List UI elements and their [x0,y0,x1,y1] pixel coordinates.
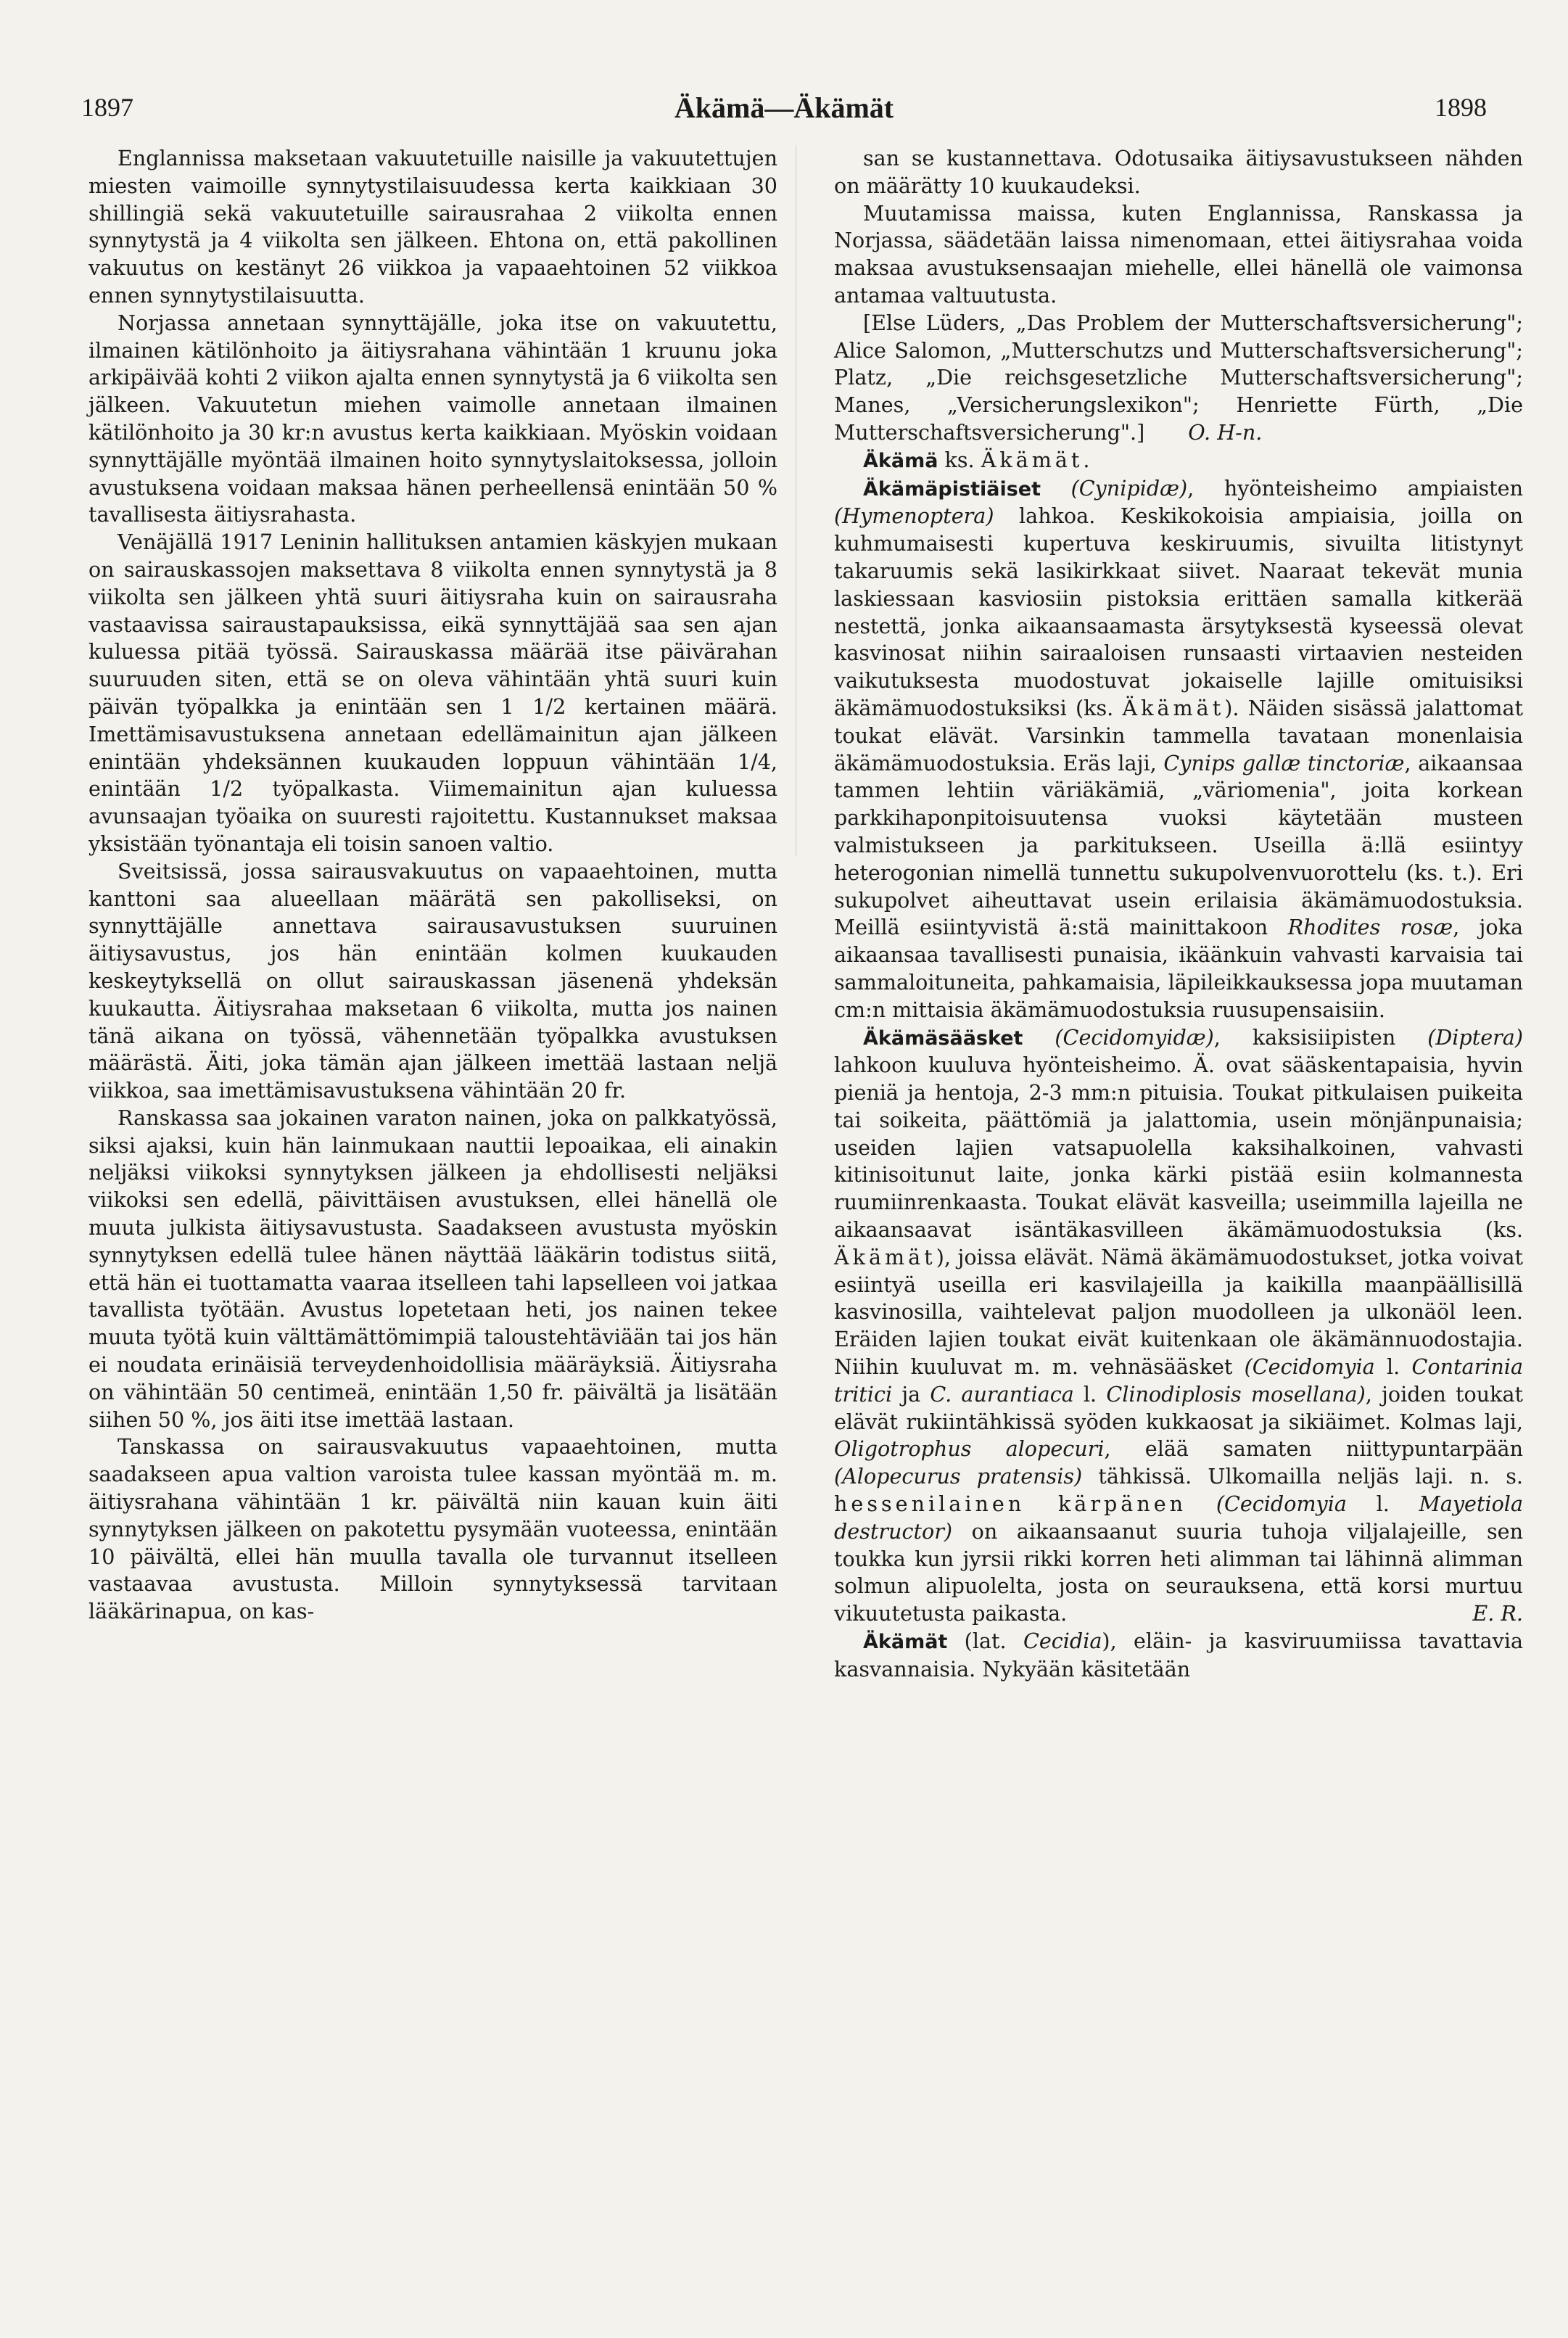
latin-name: Contarinia tritici [834,1354,1523,1407]
entry-akama [834,447,1523,475]
entry-text: on aikaansaanut suuria tuhoja viljalajeille, sen toukka kun jyrsii rikki korren heti alimman tai lähinnä alimman solmun alipuolelta, josta on seurauksena, että korsi murtuu vikuutetusta paikasta. [834,1518,1523,1626]
entry-text: l. [1073,1381,1107,1407]
author-signature: O. H-n. [1188,419,1263,445]
latin-name: C. aurantiaca [930,1381,1074,1407]
headword-akamapistiaiset: Äkämäpistiäiset [863,477,1041,501]
headword-akamasaasket: Äkämäsääsket [863,1026,1023,1050]
entry-akamat [834,1628,1523,1684]
entry-text: , kaksisiipisten [1213,1024,1428,1050]
headword-akama: Äkämä [863,449,938,472]
entry-text: l. [1346,1491,1419,1517]
cross-reference: Äkämät [834,1244,936,1269]
paragraph-france: Ranskassa saa jokainen varaton nainen, joka on palkkatyössä, siksi ajaksi, kuin hän lainmukaan nauttii lepoaikaa, eli ainakin neljäksi viikoksi synnytyksen jälkeen ja ehdollisesti neljäksi viikoksi sen edellä, päivittäisen avustuksen, ellei hänellä ole muuta julkista äitiysavustusta. Saadakseen avustusta myöskin synnytyksen edellä tulee hänen näyttää lääkärin todistus siitä, että hän ei tuottamatta vaaraa itselleen tahi lapselleen voi jatkaa tavallista työtään. Avustus lopetetaan heti, jos nainen tekee muuta työtä kuin välttämättömimpiä taloustehtäviään tai jos hän ei noudata erinäisiä terveydenhoidollisia määräyksiä. Äitiysraha on vähintään 50 centimeä, enintään 1,50 fr. päivältä ja lisätään siihen 50 %, jos äiti itse imettää lastaan. [88,1105,777,1432]
entry-text: , aikaansaa tammen lehtiin väriäkämiä, „väriomenia", joita korkean parkkihaponpitoisuutensa vuoksi käytetään musteen valmistukseen ja parkitukseen. Useilla ä:llä esiintyy heterogonian nimellä tunnettu sukupolvenvuorottelu (ks. t.). Eri sukupolvet aiheuttavat usein erilaisia äkämämuodostuksia. Meillä esiintyvistä ä:stä mainittakoon [834,750,1523,940]
latin-name: (Diptera) [1427,1024,1524,1050]
latin-name: (Alopecurus pratensis) [834,1464,1083,1489]
entry-text: , elää samaten niittypuntarpään [1104,1436,1523,1462]
running-title: Äkämä—Äkämät [674,91,894,124]
cross-reference: Äkämät [981,447,1084,472]
entry-text: ). Näiden sisässä jalattomat toukat elävät. Varsinkin tammella tavataan monenlaisia äkämämuodostuksia. Eräs laji, [834,695,1524,775]
latin-name: (Cynipidæ) [1070,475,1188,501]
latin-name: (Cecidomyia [1216,1491,1347,1517]
latin-name: (Cecidomyia [1244,1354,1375,1380]
headword-akamat: Äkämät [863,1631,948,1654]
entry-text: ), joissa elävät. Nämä äkämämuodostukset, jotka voivat esiintyä useilla eri kasvilajeilla ja kaikilla maanpäällisillä kasvinosilla, vaihtelevat paljon muodolleen ja ulkonäöl leen. Eräiden lajien toukat eivät kuitenkaan ole äkämännuodostajia. Niihin kuuluvat m. m. vehnäsääsket [834,1244,1523,1380]
entry-akamapistiaiset [834,475,1523,1024]
latin-name: Mayetiola destructor) [834,1491,1523,1544]
latin-name: (Cecidomyidæ) [1055,1024,1214,1050]
page-header [81,86,1487,129]
paragraph-countries: Muutamissa maissa, kuten Englannissa, Ranskassa ja Norjassa, säädetään laissa nimenomaan, ettei äitiysrahaa voida maksaa avustuksensaajan miehelle, ellei hänellä ole vaimonsa antamaa valtuutusta. [834,200,1523,308]
entry-text: l. [1374,1354,1412,1380]
cross-reference: Äkämät [1122,695,1225,720]
entry-text: . [1083,447,1090,472]
latin-name: Rhodites rosæ [1287,915,1453,940]
paragraph-continuation: san se kustannettava. Odotusaika äitiysavustukseen nähden on määrätty 10 kuukaudeksi. [834,146,1523,198]
entry-text: lahkoa. Keskikokoisia ampiaisia, joilla on kuhmumaisesti kupertuva keskiruumis, sivuilta litistynyt takaruumis sekä lasikirkkaat siivet. Naaraat tekevät munia laskiessaan kasviosiin pistoksia erittäen samalla kitkerää nestettä, jonka aikaansaamasta ärsytyksestä kyseessä olevat kasvinosat niihin sairaaloisen runsaasti virtaavien nesteiden vaikutuksesta muodostuvat jokaiselle lajille omituisiksi äkämämuodostuksiksi (ks. [834,503,1523,720]
entry-text: , hyönteisheimo ampiaisten [1187,475,1523,501]
paragraph-denmark: Tanskassa on sairausvakuutus vapaaehtoinen, mutta saadakseen apua valtion varoista tulee kassan myöntää m. m. äitiysrahana vähintään 1 kr. päivältä niin kauan kuin äiti synnytyksen jälkeen on pakotettu pysymään vuoteessa, enintään 10 päivältä, ellei hän muulla tavalla ole turvannut itselleen vastaavaa avustusta. Milloin synnytyksessä tarvitaan lääkärinapua, on kas- [88,1434,777,1624]
spaced-term: hessenilainen kärpänen [834,1491,1187,1517]
entry-text: ), eläin- ja kasviruumiissa tavattavia kasvannaisia. Nykyään käsitetään [834,1629,1524,1682]
paragraph-references [834,310,1523,447]
entry-text: tähkissä. Ulkomailla neljäs laji. n. s. [1082,1464,1523,1489]
page-number-left: 1897 [81,93,133,122]
references-text: [Else Lüders, „Das Problem der Mutterschaftsversicherung"; Alice Salomon, „Mutterschutzs und Mutterschaftsversicherung"; Platz, „Die reichsgesetzliche Mutterschaftsversicherung"; Manes, „Versicherungslexikon"; Henriette Fürth, „Die Mutterschaftsversicherung".] [834,310,1523,445]
latin-name: Oligotrophus alopecuri [834,1436,1105,1462]
entry-akamasaasket [834,1024,1523,1629]
right-column [834,145,1523,2307]
latin-name: Cynips gallæ tinctoriæ [1163,750,1405,775]
latin-name: (Hymenoptera) [834,503,994,529]
entry-text: ja [892,1381,931,1407]
entry-text: ks. [938,447,981,472]
latin-name: Cecidia [1023,1629,1102,1654]
entry-text: (lat. [947,1629,1023,1654]
paragraph-switzerland: Sveitsissä, jossa sairausvakuutus on vapaaehtoinen, mutta kanttoni saa alueellaan määrätä sen pakolliseksi, on synnyttäjälle annettava sairausavustuksen suuruinen äitiysavustus, jos hän enintään kolmen kuukauden keskeytyksellä on ollut sairauskassan jäsenenä yhdeksän kuukautta. Äitiysrahaa maksetaan 6 viikolta, mutta jos nainen tänä aikana on työssä, vähennetään työpalkka avustuksen määrästä. Äiti, joka tämän ajan jälkeen imettää lastaan neljä viikkoa, saa imettämisavustuksena vähintään 20 fr. [88,858,777,1103]
page-number-right: 1898 [1434,93,1487,122]
entry-text: lahkoon kuuluva hyönteisheimo. Ä. ovat sääskentapaisia, hyvin pieniä ja hentoja, 2-3 mm:n pituisia. Toukat pitkulaisen puikeita tai soikeita, päättömiä ja jalattomia, usein mönjänpunaisia; useiden lajien vatsapuolella kaksihalkoinen, vahvasti kitinisoitunut laite, jonka kärki pistää esiin kolmannesta ruumiinrenkaasta. Toukat elävät kasveilla; useimmilla lajeilla ne aikaansaavat isäntäkasvilleen äkämämuodostuksia (ks. [834,1053,1523,1243]
paragraph-norway: Norjassa annetaan synnyttäjälle, joka itse on vakuutettu, ilmainen kätilönhoito ja äitiysrahana vähintään 1 kruunu joka arkipäivää kohti 2 viikon ajalta ennen synnytystä ja 6 viikolta sen jälkeen. Vakuutetun miehen vaimolle annetaan ilmainen kätilönhoito ja 30 kr:n avustus kerta kaikkiaan. Myöskin voidaan synnyttäjälle myöntää ilmainen hoito synnytyslaitoksessa, jolloin avustuksena voidaan maksaa hänen perheellensä enintään 50 % tavallisesta äitiysrahasta. [88,310,777,527]
author-signature: E. R. [1472,1601,1523,1626]
paragraph-england: Englannissa maksetaan vakuutetuille naisille ja vakuutettujen miesten vaimoille synnytystilaisuudessa kerta kaikkiaan 30 shillingiä sekä vakuutetuille sairausrahaa 2 viikolta ennen synnytystä ja 4 viikolta sen jälkeen. Ehtona on, että pakollinen vakuutus on kestänyt 26 viikkoa ja vapaaehtoinen 52 viikkoa ennen synnytystilaisuutta. [88,146,777,308]
paragraph-russia: Venäjällä 1917 Leninin hallituksen antamien käskyjen mukaan on sairauskassojen maksettava 8 viikolta ennen synnytystä ja 8 viikolta sen jälkeen yhtä suuri äitiysraha kuin on sairausraha vastaavissa sairaustapauksissa, eikä synnyttäjää saa sen ajan kuluessa pitää työssä. Sairauskassa määrää itse päivärahan suuruuden siten, että se on oleva vähintään yhtä suuri kuin päivän työpalkka ja enintään sen 1 1/2 kertainen määrä. Imettämisavustuksena annetaan edellämainitun ajan jälkeen enintään yhdeksännen kuukauden loppuun vähintään 1/4, enintään 1/2 työpalkasta. Viimemainitun ajan kuluessa avunsaajan työaika on suuresti rajoitettu. Kustannukset maksaa yksistään työnantaja eli toisin sanoen valtio. [88,530,777,856]
entry-text: , joiden toukat elävät rukiintähkissä syöden kukkaosat ja sikiäimet. Kolmas laji, [834,1381,1523,1434]
latin-name: Clinodiplosis mosellana) [1106,1381,1366,1407]
left-column [88,145,777,2307]
entry-text: , joka aikaansaa tavallisesti punaisia, ikäänkuin vahvasti karvaisia tai sammaloituneita, pahkamaisia, läpileikkauksessa jopa muutaman cm:n mittaisia äkämämuodostuksia ruusupensaisiin. [834,915,1523,1022]
